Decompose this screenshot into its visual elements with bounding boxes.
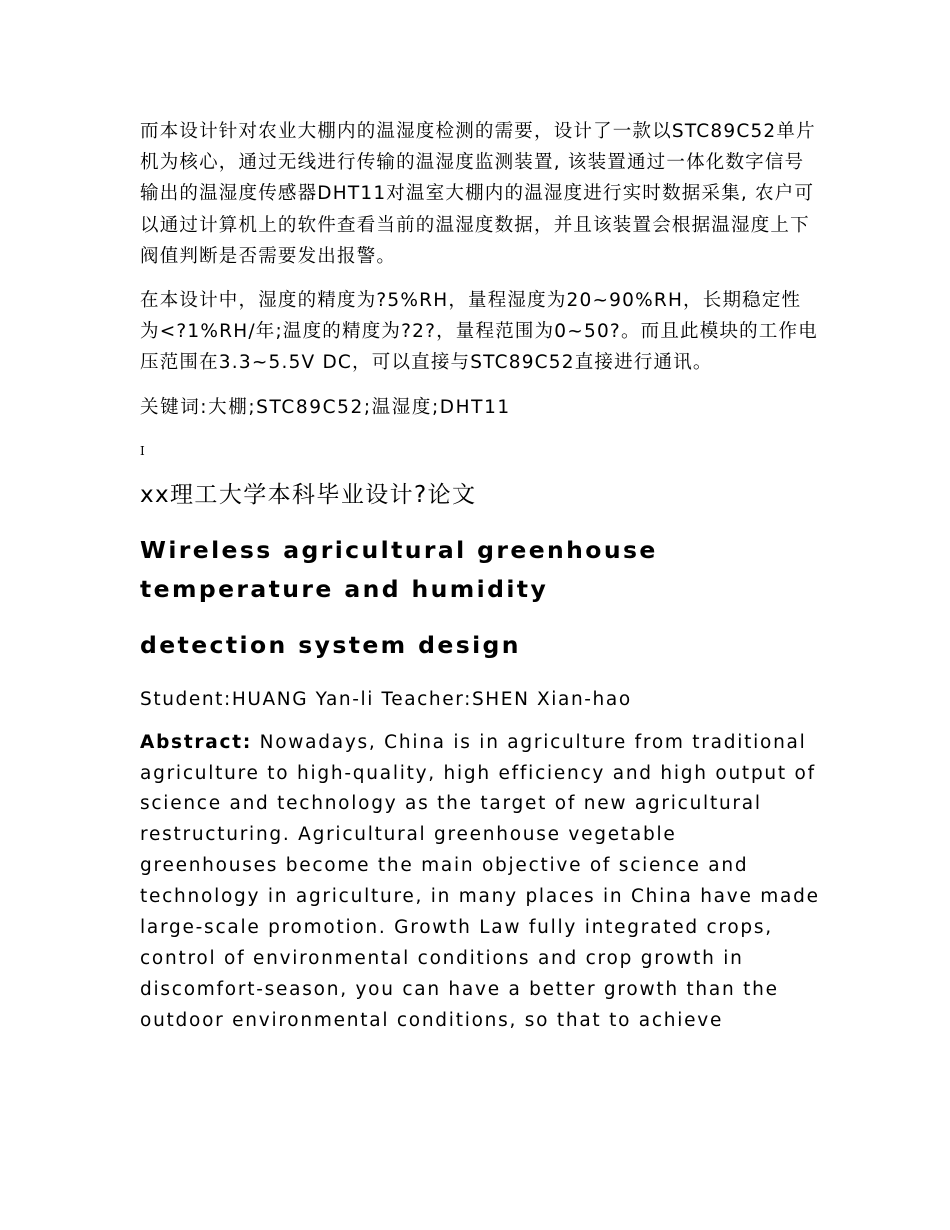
authors-line: Student:HUANG Yan-li Teacher:SHEN Xian-hao: [140, 688, 632, 710]
english-abstract: [140, 728, 820, 1037]
english-title-line-1: Wireless agricultural greenhouse temperature and humidity: [140, 535, 658, 603]
document-page: [140, 116, 820, 1037]
chinese-abstract-paragraph-2: 在本设计中，湿度的精度为?5%RH，量程湿度为20~90%RH，长期稳定性为<?1%RH/年;温度的精度为?2?，量程范围为0~50?。而且此模块的工作电压范围在3.3~5.5V DC，可以直接与STC89C52直接进行通讯。: [140, 290, 818, 374]
abstract-label: Abstract:: [140, 731, 252, 753]
abstract-text: Nowadays, China is in agriculture from traditional agriculture to high-quality, high efficiency and high output of science and technology as the target of new agricultural restructuring. Agricultural greenhouse vegetable greenhouses become the main objective of science and technology in agriculture, in many places in China have made large-scale promotion. Growth Law fully integrated crops, control of environmental conditions and crop growth in discomfort-season, you can have a better growth than the outdoor environmental conditions, so that to achieve: [140, 731, 820, 1031]
page-number: I: [140, 443, 145, 458]
english-title-line-2: detection system design: [140, 630, 521, 659]
school-thesis-title: xx理工大学本科毕业设计?论文: [140, 481, 477, 508]
chinese-abstract-paragraph-1: 而本设计针对农业大棚内的温湿度检测的需要，设计了一款以STC89C52单片机为核心，通过无线进行传输的温湿度监测装置, 该装置通过一体化数字信号输出的温湿度传感器DHT11对温室大棚内的温湿度进行实时数据采集, 农户可以通过计算机上的软件查看当前的温湿度数据，并且该装置会根据温湿度上下阀值判断是否需要发出报警。: [140, 121, 816, 267]
chinese-keywords: 关键词:大棚;STC89C52;温湿度;DHT11: [140, 396, 511, 418]
